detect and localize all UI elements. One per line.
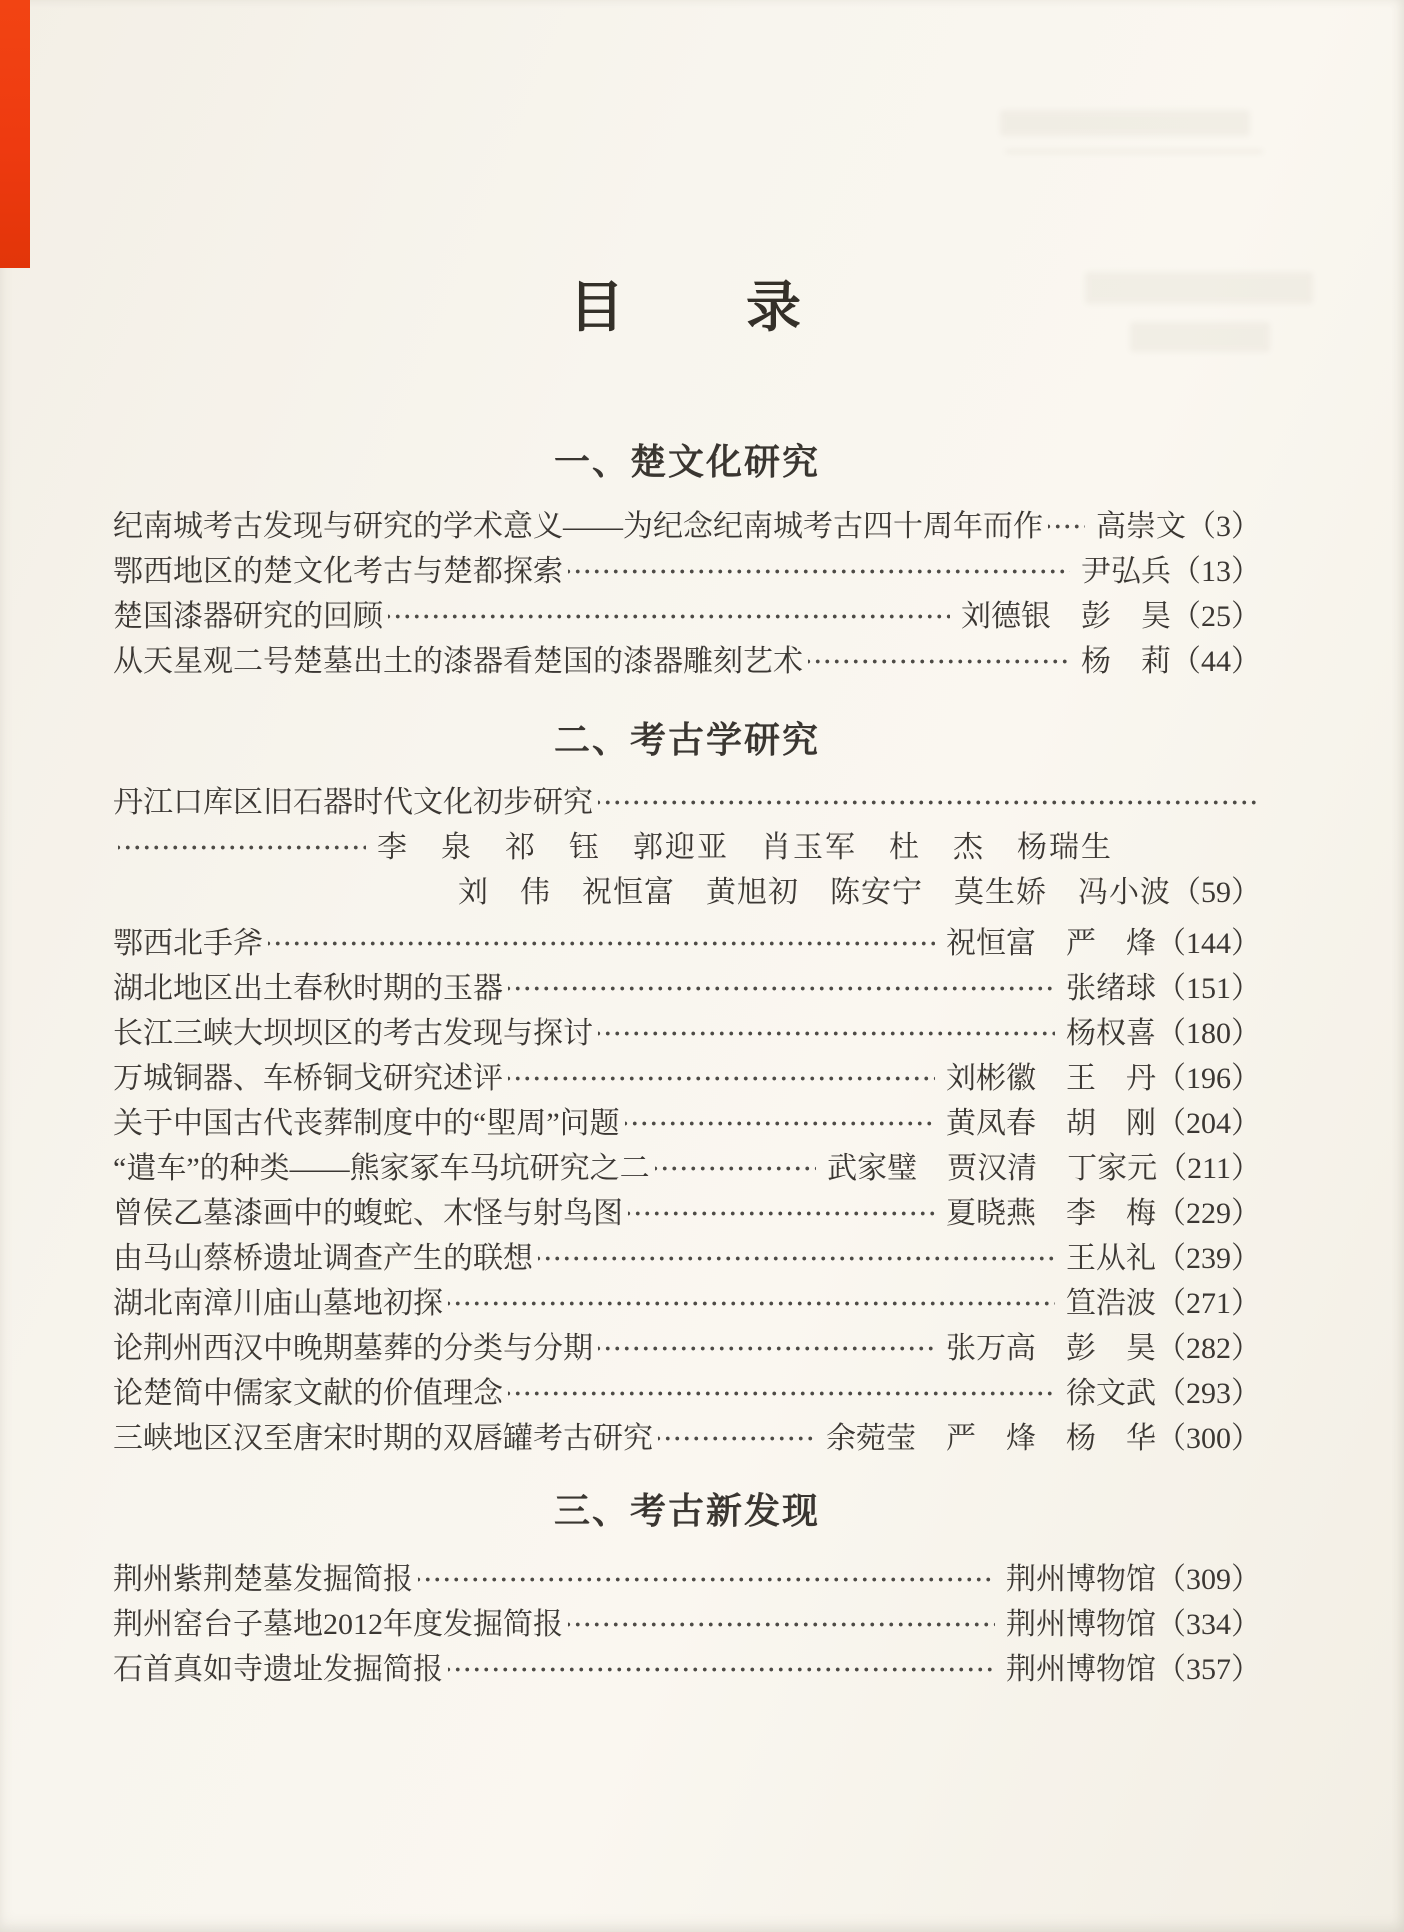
toc-entry-authors: 武家璧 贾汉清 丁家元 bbox=[827, 1152, 1158, 1185]
toc-entry-authors: 刘 伟 祝恒富 黄旭初 陈安宁 莫生娇 冯小波 bbox=[458, 876, 1171, 909]
section-3-heading: 三、考古新发现 bbox=[553, 1490, 820, 1531]
toc-entry-authors: 张绪球 bbox=[1066, 972, 1156, 1005]
toc-entry-page: （300） bbox=[1156, 1422, 1261, 1455]
toc-entry bbox=[113, 1326, 1261, 1371]
toc-entry-title: 湖北南漳川庙山墓地初探 bbox=[113, 1287, 443, 1320]
dot-leader bbox=[508, 966, 1055, 1011]
toc-entry-authors: 夏晓燕 李 梅 bbox=[946, 1197, 1156, 1230]
dot-leader bbox=[568, 549, 1070, 594]
toc-entry bbox=[113, 1371, 1261, 1416]
toc-entry-authors: 黄凤春 胡 刚 bbox=[946, 1107, 1156, 1140]
toc-entry-authors-continuation bbox=[113, 825, 1261, 870]
dot-leader bbox=[508, 1056, 935, 1101]
toc-title: 目 录 bbox=[568, 277, 805, 338]
dot-leader bbox=[1048, 504, 1085, 549]
section-3-entries bbox=[113, 1557, 1261, 1692]
dot-leader bbox=[388, 594, 950, 639]
toc-entry bbox=[113, 1191, 1261, 1236]
dot-leader bbox=[655, 1146, 816, 1191]
toc-entry-page: （271） bbox=[1156, 1287, 1261, 1320]
dot-leader bbox=[598, 1011, 1055, 1056]
dot-leader bbox=[448, 1647, 995, 1692]
dot-leader bbox=[568, 1602, 995, 1647]
toc-entry-title: 关于中国古代丧葬制度中的“堲周”问题 bbox=[113, 1107, 620, 1140]
dot-leader bbox=[268, 921, 935, 966]
toc-entry bbox=[113, 1602, 1261, 1647]
toc-entry bbox=[113, 1056, 1261, 1101]
toc-entry bbox=[113, 549, 1261, 594]
toc-entry-page: （151） bbox=[1156, 972, 1261, 1005]
toc-entry-authors: 荆州博物馆 bbox=[1006, 1608, 1156, 1641]
dot-leader bbox=[448, 1281, 1055, 1326]
toc-entry-title: 曾侯乙墓漆画中的蝮蛇、木怪与射鸟图 bbox=[113, 1197, 623, 1230]
toc-entry-page: （357） bbox=[1156, 1653, 1261, 1686]
toc-entry-page: （229） bbox=[1156, 1197, 1261, 1230]
toc-entry-authors: 高崇文 bbox=[1096, 510, 1186, 543]
section-2-entries bbox=[113, 780, 1261, 1461]
toc-entry bbox=[113, 1416, 1261, 1461]
toc-entry-authors: 杨权喜 bbox=[1066, 1017, 1156, 1050]
section-2-heading: 二、考古学研究 bbox=[553, 719, 820, 760]
toc-entry-page: （211） bbox=[1157, 1152, 1261, 1185]
toc-entry-title: 楚国漆器研究的回顾 bbox=[113, 600, 383, 633]
toc-entry-title: 从天星观二号楚墓出土的漆器看楚国的漆器雕刻艺术 bbox=[113, 645, 803, 678]
toc-content bbox=[113, 0, 1261, 1692]
toc-entry-authors: 王从礼 bbox=[1066, 1242, 1156, 1275]
toc-entry-authors: 张万高 彭 昊 bbox=[946, 1332, 1156, 1365]
dot-leader bbox=[508, 1371, 1055, 1416]
toc-entry-page: （180） bbox=[1156, 1017, 1261, 1050]
dot-leader bbox=[598, 1326, 935, 1371]
dot-leader bbox=[808, 639, 1070, 684]
toc-entry-page: （334） bbox=[1156, 1608, 1261, 1641]
toc-entry-title: 鄂西地区的楚文化考古与楚都探索 bbox=[113, 555, 563, 588]
toc-entry-page: （293） bbox=[1156, 1377, 1261, 1410]
toc-entry-title: 论楚简中儒家文献的价值理念 bbox=[113, 1377, 503, 1410]
toc-entry-page: （309） bbox=[1156, 1563, 1261, 1596]
dot-leader bbox=[118, 825, 366, 870]
toc-entry bbox=[113, 594, 1261, 639]
toc-entry-title: 鄂西北手斧 bbox=[113, 927, 263, 960]
dot-leader bbox=[658, 1416, 815, 1461]
toc-entry bbox=[113, 966, 1261, 1011]
toc-entry-page: （144） bbox=[1156, 927, 1261, 960]
toc-entry-authors: 杨 莉 bbox=[1081, 645, 1171, 678]
toc-entry-authors: 徐文武 bbox=[1066, 1377, 1156, 1410]
dot-leader bbox=[418, 1557, 995, 1602]
toc-entry-title: “遣车”的种类——熊家冢车马坑研究之二 bbox=[113, 1152, 650, 1185]
toc-entry bbox=[113, 1146, 1261, 1191]
section-1-heading: 一、楚文化研究 bbox=[553, 441, 820, 482]
toc-entry-authors: 刘德银 彭 昊 bbox=[961, 600, 1171, 633]
toc-entry-authors: 尹弘兵 bbox=[1081, 555, 1171, 588]
toc-entry-title: 长江三峡大坝坝区的考古发现与探讨 bbox=[113, 1017, 593, 1050]
toc-entry-title: 论荆州西汉中晚期墓葬的分类与分期 bbox=[113, 1332, 593, 1365]
toc-entry-page: （239） bbox=[1156, 1242, 1261, 1275]
toc-entry-authors: 刘彬徽 王 丹 bbox=[946, 1062, 1156, 1095]
toc-entry bbox=[113, 1557, 1261, 1602]
toc-entry-title: 万城铜器、车桥铜戈研究述评 bbox=[113, 1062, 503, 1095]
toc-entry-page: （13） bbox=[1171, 555, 1261, 588]
dot-leader bbox=[538, 1236, 1055, 1281]
toc-entry-authors: 笪浩波 bbox=[1066, 1287, 1156, 1320]
toc-entry-page: （282） bbox=[1156, 1332, 1261, 1365]
toc-entry-page: （196） bbox=[1156, 1062, 1261, 1095]
dot-leader bbox=[625, 1101, 935, 1146]
toc-entry bbox=[113, 639, 1261, 684]
toc-entry-title: 石首真如寺遗址发掘简报 bbox=[113, 1653, 443, 1686]
toc-entry-page: （44） bbox=[1171, 645, 1261, 678]
toc-entry-authors: 荆州博物馆 bbox=[1006, 1653, 1156, 1686]
toc-entry bbox=[113, 921, 1261, 966]
toc-entry bbox=[113, 1647, 1261, 1692]
toc-entry-page: （59） bbox=[1171, 876, 1261, 909]
toc-entry-page: （25） bbox=[1171, 600, 1261, 633]
toc-entry-title: 三峡地区汉至唐宋时期的双唇罐考古研究 bbox=[113, 1422, 653, 1455]
toc-entry bbox=[113, 504, 1261, 549]
dot-leader bbox=[598, 780, 1256, 825]
toc-entry-title: 纪南城考古发现与研究的学术意义——为纪念纪南城考古四十周年而作 bbox=[113, 510, 1043, 543]
toc-entry bbox=[113, 1281, 1261, 1326]
toc-entry-authors: 祝恒富 严 烽 bbox=[946, 927, 1156, 960]
section-1-entries bbox=[113, 504, 1261, 684]
toc-entry-authors: 李 泉 祁 钰 郭迎亚 肖玉军 杜 杰 杨瑞生 bbox=[377, 831, 1113, 864]
toc-entry-page: （204） bbox=[1156, 1107, 1261, 1140]
toc-entry-title: 荆州窑台子墓地2012年度发掘简报 bbox=[113, 1608, 563, 1641]
toc-entry-title: 荆州紫荆楚墓发掘简报 bbox=[113, 1563, 413, 1596]
toc-entry-title: 由马山蔡桥遗址调查产生的联想 bbox=[113, 1242, 533, 1275]
toc-entry bbox=[113, 780, 1261, 825]
toc-entry-page: （3） bbox=[1186, 510, 1261, 543]
book-binding-strip bbox=[0, 0, 30, 268]
toc-entry-authors: 余菀莹 严 烽 杨 华 bbox=[826, 1422, 1156, 1455]
toc-entry-authors: 荆州博物馆 bbox=[1006, 1563, 1156, 1596]
toc-entry bbox=[113, 1101, 1261, 1146]
toc-entry bbox=[113, 1236, 1261, 1281]
toc-entry bbox=[113, 1011, 1261, 1056]
toc-entry-title: 丹江口库区旧石器时代文化初步研究 bbox=[113, 786, 593, 819]
toc-entry-title: 湖北地区出土春秋时期的玉器 bbox=[113, 972, 503, 1005]
toc-entry-authors-continuation bbox=[113, 870, 1261, 915]
dot-leader bbox=[628, 1191, 935, 1236]
